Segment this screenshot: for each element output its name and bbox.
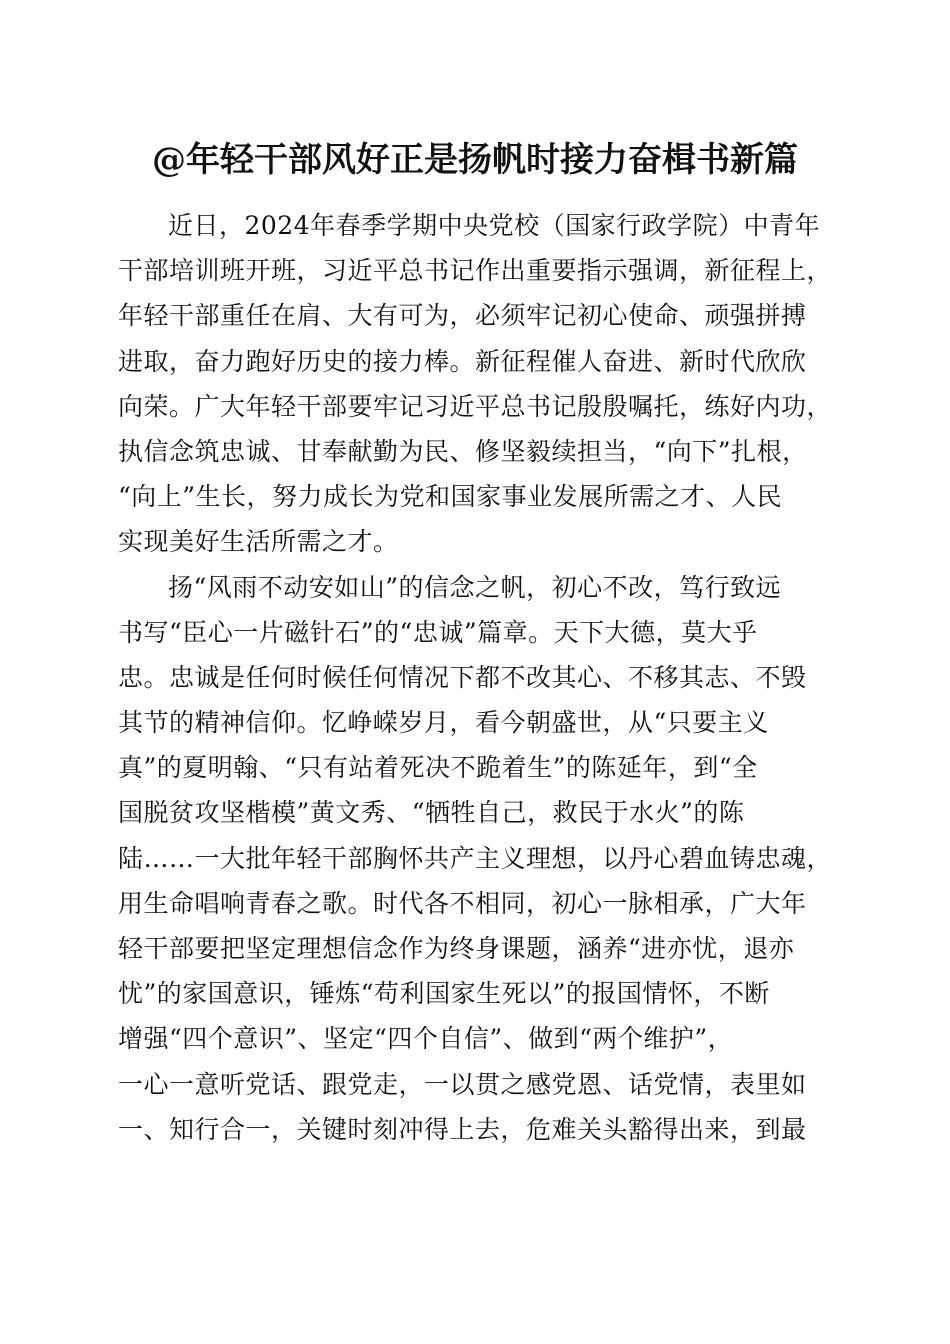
paragraph-line: 向荣。广大年轻干部要牢记习近平总书记殷殷嘱托，练好内功， — [118, 391, 833, 421]
paragraph-line: 轻干部要把坚定理想信念作为终身课题，涵养“进亦忧，退亦 — [118, 934, 795, 963]
paragraph-line: 忧”的家国意识，锤炼“苟利国家生死以”的报国情怀，不断 — [118, 979, 770, 1009]
document-body — [118, 203, 836, 1152]
paragraph-2 — [118, 565, 836, 1152]
paragraph-line: “向上”生长，努力成长为党和国家事业发展所需之才、人民 — [118, 482, 783, 512]
paragraph-line: 书写“臣心一片磁针石”的“忠诚”篇章。天下大德，莫大乎 — [118, 617, 758, 647]
paragraph-line: 用生命唱响青春之歌。时代各不相同，初心一脉相承，广大年 — [118, 888, 807, 918]
paragraph-line: 进取，奋力跑好历史的接力棒。新征程催人奋进、新时代欣欣 — [118, 346, 807, 376]
paragraph-line: 陆……一大批年轻干部胸怀共产主义理想，以丹心碧血铸忠魂， — [118, 843, 833, 873]
paragraph-line: 实现美好生活所需之才。 — [118, 527, 399, 557]
paragraph-1 — [118, 203, 836, 565]
paragraph-line: 干部培训班开班，习近平总书记作出重要指示强调，新征程上， — [118, 256, 833, 286]
paragraph-line: 一心一意听党话、跟党走，一以贯之感党恩、话党情，表里如 — [118, 1069, 807, 1099]
paragraph-line: 一、知行合一，关键时刻冲得上去，危难关头豁得出来，到最 — [118, 1114, 807, 1144]
paragraph-line: 近日，2024年春季学期中央党校（国家行政学院）中青年 — [168, 211, 821, 240]
paragraph-line: 真”的夏明翰、“只有站着死决不跪着生”的陈延年，到“全 — [118, 753, 758, 783]
paragraph-line: 年轻干部重任在肩、大有可为，必须牢记初心使命、顽强拼搏 — [118, 301, 807, 331]
paragraph-line: 执信念筑忠诚、甘奉献勤为民、修坚毅续担当，“向下”扎根， — [118, 436, 808, 466]
document-title: @年轻干部风好正是扬帆时接力奋楫书新篇 — [152, 140, 798, 180]
paragraph-line: 扬“风雨不动安如山”的信念之帆，初心不改，笃行致远 — [168, 572, 782, 602]
paragraph-line: 增强“四个意识”、坚定“四个自信”、做到“两个维护”， — [118, 1024, 734, 1054]
paragraph-line: 忠。忠诚是任何时候任何情况下都不改其心、不移其志、不毁 — [118, 662, 807, 692]
paragraph-line: 其节的精神信仰。忆峥嵘岁月，看今朝盛世，从“只要主义 — [118, 708, 769, 738]
paragraph-line: 国脱贫攻坚楷模”黄文秀、“牺牲自己，救民于水火”的陈 — [118, 798, 745, 828]
